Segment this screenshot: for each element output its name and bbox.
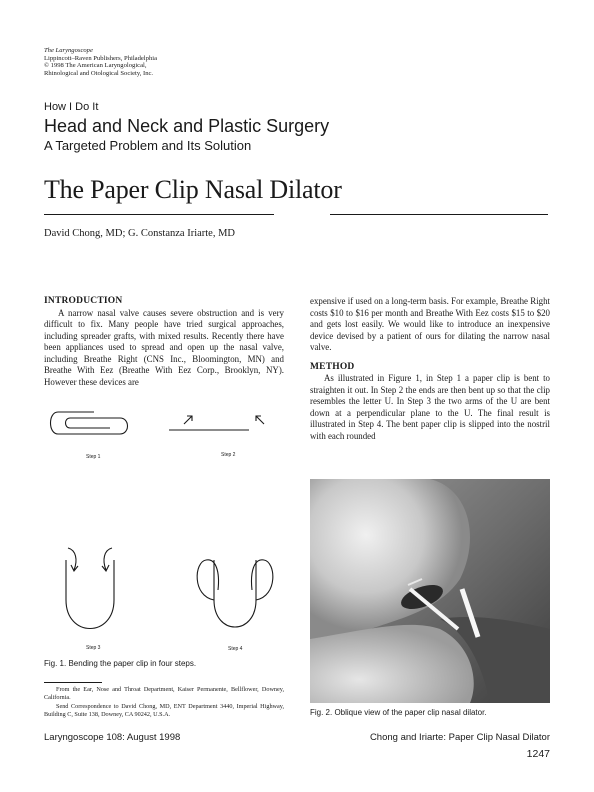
nasal-dilator-photo <box>310 479 550 703</box>
footnotes <box>44 686 284 720</box>
method-heading: METHOD <box>310 361 355 372</box>
publisher-line: Rhinological and Otological Society, Inc. <box>44 69 154 77</box>
step-2-straight-wire <box>169 416 264 430</box>
section-subtitle: A Targeted Problem and Its Solution <box>44 138 252 153</box>
introduction-paragraph: A narrow nasal valve causes severe obstruction and is very difficult to fix. Many people have tried surgical approaches, including spreader grafts, with mixed results. Recently there have been appliances used to spread and open up the nasal valve, including Breathe Right (CNS Inc., Bloomington, MN) and Breathe With Eez (Breathe With Eez Corp., Brooklyn, NY). However these devices are <box>44 307 284 387</box>
title-rule-right <box>330 214 548 215</box>
running-head: Chong and Iriarte: Paper Clip Nasal Dilator <box>369 732 550 743</box>
step-4-label: Step 4 <box>228 646 243 652</box>
page-number: 1247 <box>526 748 550 760</box>
right-column <box>310 296 550 442</box>
method-paragraph: As illustrated in Figure 1, in Step 1 a paper clip is bent to straighten it out. In Step 2 the ends are then bent up so that the clip resembles the letter U. In Step 3 the two arms of the U are bent down at a perpendicular plane to the U. The final result is illustrated in Step 4. The bent paper clip is slipped into the nostril with each rounded <box>310 373 550 441</box>
step-2-label: Step 2 <box>221 452 236 458</box>
publisher-info <box>44 47 157 77</box>
publisher-line: Lippincott–Raven Publishers, Philadelphia <box>44 54 157 62</box>
publisher-line: © 1998 The American Laryngological, <box>44 62 147 70</box>
step-3-label: Step 3 <box>86 645 101 651</box>
journal-citation: Laryngoscope 108: August 1998 <box>44 732 181 743</box>
introduction-heading: INTRODUCTION <box>44 296 123 306</box>
series-label: How I Do It <box>44 101 99 113</box>
figure-1-illustration <box>44 400 284 660</box>
authors: David Chong, MD; G. Constanza Iriarte, MD <box>44 228 236 239</box>
step-3-u-shape <box>66 548 114 629</box>
footnote-correspondence: Send Correspondence to David Chong, MD, ENT Department 3440, Imperial Highway, Building C, Suite 138, Downey, CA 90242, U.S.A. <box>44 702 284 719</box>
method-continuation-paragraph: expensive if used on a long-term basis. For example, Breathe Right costs $10 to $16 per month and Breathe With Eez costs $15 to $20 and gets lost easily. We would like to introduce an inexpensive device devised by a patient of ours for dilating the narrow nasal valve. <box>310 296 550 352</box>
title-rule-left <box>44 214 274 215</box>
left-column <box>44 296 284 388</box>
figure-2-caption: Fig. 2. Oblique view of the paper clip nasal dilator. <box>310 708 487 717</box>
section-title: Head and Neck and Plastic Surgery <box>44 116 330 136</box>
footnote-affiliation: From the Ear, Nose and Throat Department, Kaiser Permanente, Bellflower, Downey, California. <box>44 686 284 702</box>
article-title: The Paper Clip Nasal Dilator <box>44 175 342 204</box>
publisher-line: The Laryngoscope <box>44 47 93 54</box>
figure-2-photo <box>310 479 550 703</box>
figure-1-caption: Fig. 1. Bending the paper clip in four steps. <box>44 659 197 668</box>
step-4-dilator <box>197 560 273 627</box>
footnote-rule <box>44 682 102 683</box>
step-1-label: Step 1 <box>86 454 101 460</box>
step-1-paper-clip <box>51 412 128 434</box>
